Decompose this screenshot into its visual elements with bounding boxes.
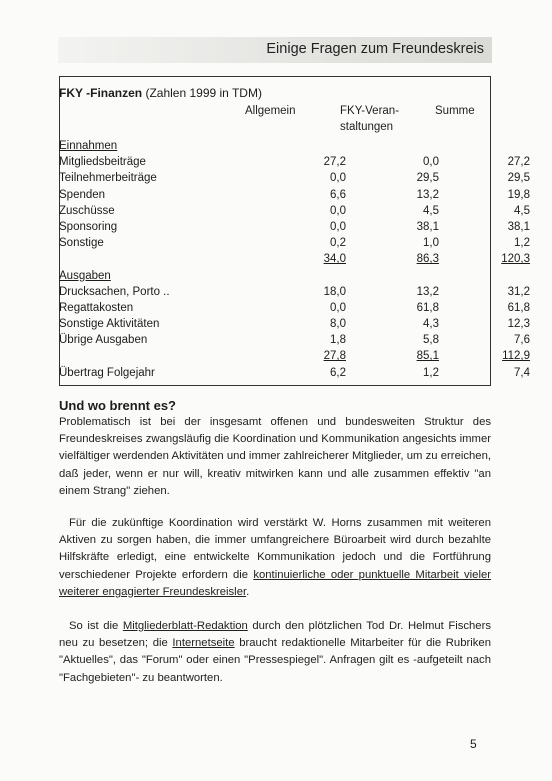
carry-row xyxy=(59,365,530,381)
cell-allgemein: 0,0 xyxy=(330,220,346,233)
cell-summe: 1,2 xyxy=(514,237,530,250)
row-label: Sonstige Aktivitäten xyxy=(59,318,160,331)
p3-text-a: So ist die xyxy=(69,620,123,632)
cell-veranstaltungen: 0,0 xyxy=(423,156,439,169)
table-row xyxy=(59,316,530,332)
table-row xyxy=(59,219,530,235)
cell-veranstaltungen: 86,3 xyxy=(416,253,439,266)
table-row xyxy=(59,187,530,203)
row-label: Spenden xyxy=(59,188,106,201)
paragraph-1: Problematisch ist bei der insgesamt offenen und bundesweiten Struktur des Freundeskreises zwangsläufig die Koordination und Kommunikation angesichts immer vielfältiger werdenden Aktivitäten und immer zahlreicherer Mitglieder, um zu erreichen, daß jeder, wenn er nur will, kreativ mitwirken kann und alle zusammen effektiv "an einem Strang" ziehen. xyxy=(59,416,491,497)
col-header-veranstaltungen xyxy=(340,103,410,135)
cell-summe: 112,9 xyxy=(502,350,530,363)
table-rows xyxy=(59,138,530,381)
row-label: Regattakosten xyxy=(59,301,134,314)
cell-summe: 38,1 xyxy=(507,220,530,233)
cell-allgemein: 27,2 xyxy=(323,156,346,169)
p2-text: Für die zukünftige Koordination wird verstärkt W. Horns zusammen mit weiteren Aktiven zu sorgen haben, die immer umfangreichere Büroarbeit wird durch bezahlte Hilfskräfte erledigt, eine entwickelte Kommunikation jedoch und die Fortführung verschiedener Projekte erfordern die xyxy=(59,517,491,581)
table-row xyxy=(59,332,530,348)
col-header-allgemein: Allgemein xyxy=(245,105,296,117)
p2-underlined: kontinuierliche oder punktuelle Mitarbeit vieler weiterer engagierter Freundeskreisler xyxy=(59,568,492,598)
cell-allgemein: 0,0 xyxy=(330,301,346,314)
row-label: Sponsoring xyxy=(59,220,118,233)
cell-veranstaltungen: 5,8 xyxy=(423,334,439,347)
cell-allgemein: 0,2 xyxy=(330,237,346,250)
row-label: Übertrag Folgejahr xyxy=(59,366,155,379)
table-title-rest: (Zahlen 1999 in TDM) xyxy=(142,86,262,100)
cell-allgemein: 6,6 xyxy=(330,188,346,201)
cell-summe: 27,2 xyxy=(507,156,530,169)
cell-veranstaltungen: 1,0 xyxy=(423,237,439,250)
paragraph-3 xyxy=(59,618,491,687)
row-label: Übrige Ausgaben xyxy=(59,334,148,347)
section-heading: Und wo brennt es? xyxy=(59,398,176,413)
row-label: Sonstige xyxy=(59,237,104,250)
p3-underlined-2: Internetseite xyxy=(172,637,235,650)
cell-veranstaltungen: 4,3 xyxy=(423,318,439,331)
col2-line2: staltungen xyxy=(340,121,394,133)
cell-allgemein: 0,0 xyxy=(330,204,346,217)
cell-summe: 31,2 xyxy=(507,285,530,298)
row-label: Ausgaben xyxy=(59,269,111,282)
table-row xyxy=(59,154,530,170)
cell-veranstaltungen: 38,1 xyxy=(416,220,439,233)
table-row xyxy=(59,235,530,251)
cell-veranstaltungen: 13,2 xyxy=(416,285,439,298)
paragraph-2 xyxy=(59,515,491,601)
row-label: Einnahmen xyxy=(59,140,118,152)
p3-text-b: durch den plötzlichen Tod Dr. Helmut Fischers neu zu besetzen; die xyxy=(59,620,491,650)
page-number: 5 xyxy=(470,737,477,751)
col2-line1: FKY-Veran- xyxy=(340,105,400,117)
cell-summe: 61,8 xyxy=(507,301,530,314)
col-header-summe: Summe xyxy=(435,105,475,117)
table-title-bold: FKY -Finanzen xyxy=(59,86,143,100)
table-row xyxy=(59,203,530,219)
section-label-income xyxy=(59,138,479,154)
section-label-expense xyxy=(59,268,479,284)
p3-underlined-1: Mitgliederblatt-Redaktion xyxy=(122,620,248,632)
cell-veranstaltungen: 4,5 xyxy=(423,204,439,217)
cell-allgemein: 18,0 xyxy=(323,285,346,298)
cell-summe: 7,4 xyxy=(514,366,530,379)
row-label: Mitgliedsbeiträge xyxy=(59,156,146,169)
cell-allgemein: 6,2 xyxy=(330,366,346,379)
row-label: Drucksachen, Porto .. xyxy=(59,285,170,298)
cell-allgemein: 0,0 xyxy=(330,172,346,185)
cell-veranstaltungen: 1,2 xyxy=(423,366,439,379)
row-label: Teilnehmerbeiträge xyxy=(59,172,157,185)
cell-summe: 120,3 xyxy=(501,253,530,266)
cell-summe: 12,3 xyxy=(507,318,530,331)
page-header-title: Einige Fragen zum Freundeskreis xyxy=(266,41,484,57)
cell-summe: 29,5 xyxy=(507,172,530,185)
cell-veranstaltungen: 85,1 xyxy=(416,350,439,363)
table-row xyxy=(59,284,530,300)
cell-veranstaltungen: 29,5 xyxy=(416,172,439,185)
cell-veranstaltungen: 61,8 xyxy=(416,301,439,314)
table-row xyxy=(59,300,530,316)
expense-total-row xyxy=(59,348,530,364)
table-row xyxy=(59,170,530,186)
table-title xyxy=(59,86,262,100)
row-label: Zuschüsse xyxy=(59,204,115,217)
income-total-row xyxy=(59,251,530,267)
cell-summe: 4,5 xyxy=(514,204,530,217)
cell-allgemein: 27,8 xyxy=(323,350,346,363)
cell-allgemein: 34,0 xyxy=(323,253,346,266)
cell-allgemein: 8,0 xyxy=(330,318,346,331)
p2-end: . xyxy=(246,585,250,598)
cell-summe: 19,8 xyxy=(507,188,530,201)
cell-allgemein: 1,8 xyxy=(330,334,346,347)
cell-summe: 7,6 xyxy=(514,334,530,347)
p3-text-c: braucht redaktionelle Mitarbeiter für die Rubriken "Aktuelles", das "Forum" oder einen "Pressespiegel". Anfragen gilt es -aufgeteilt nach "Fachgebieten"- zu beantworten. xyxy=(59,637,491,684)
cell-veranstaltungen: 13,2 xyxy=(416,188,439,201)
